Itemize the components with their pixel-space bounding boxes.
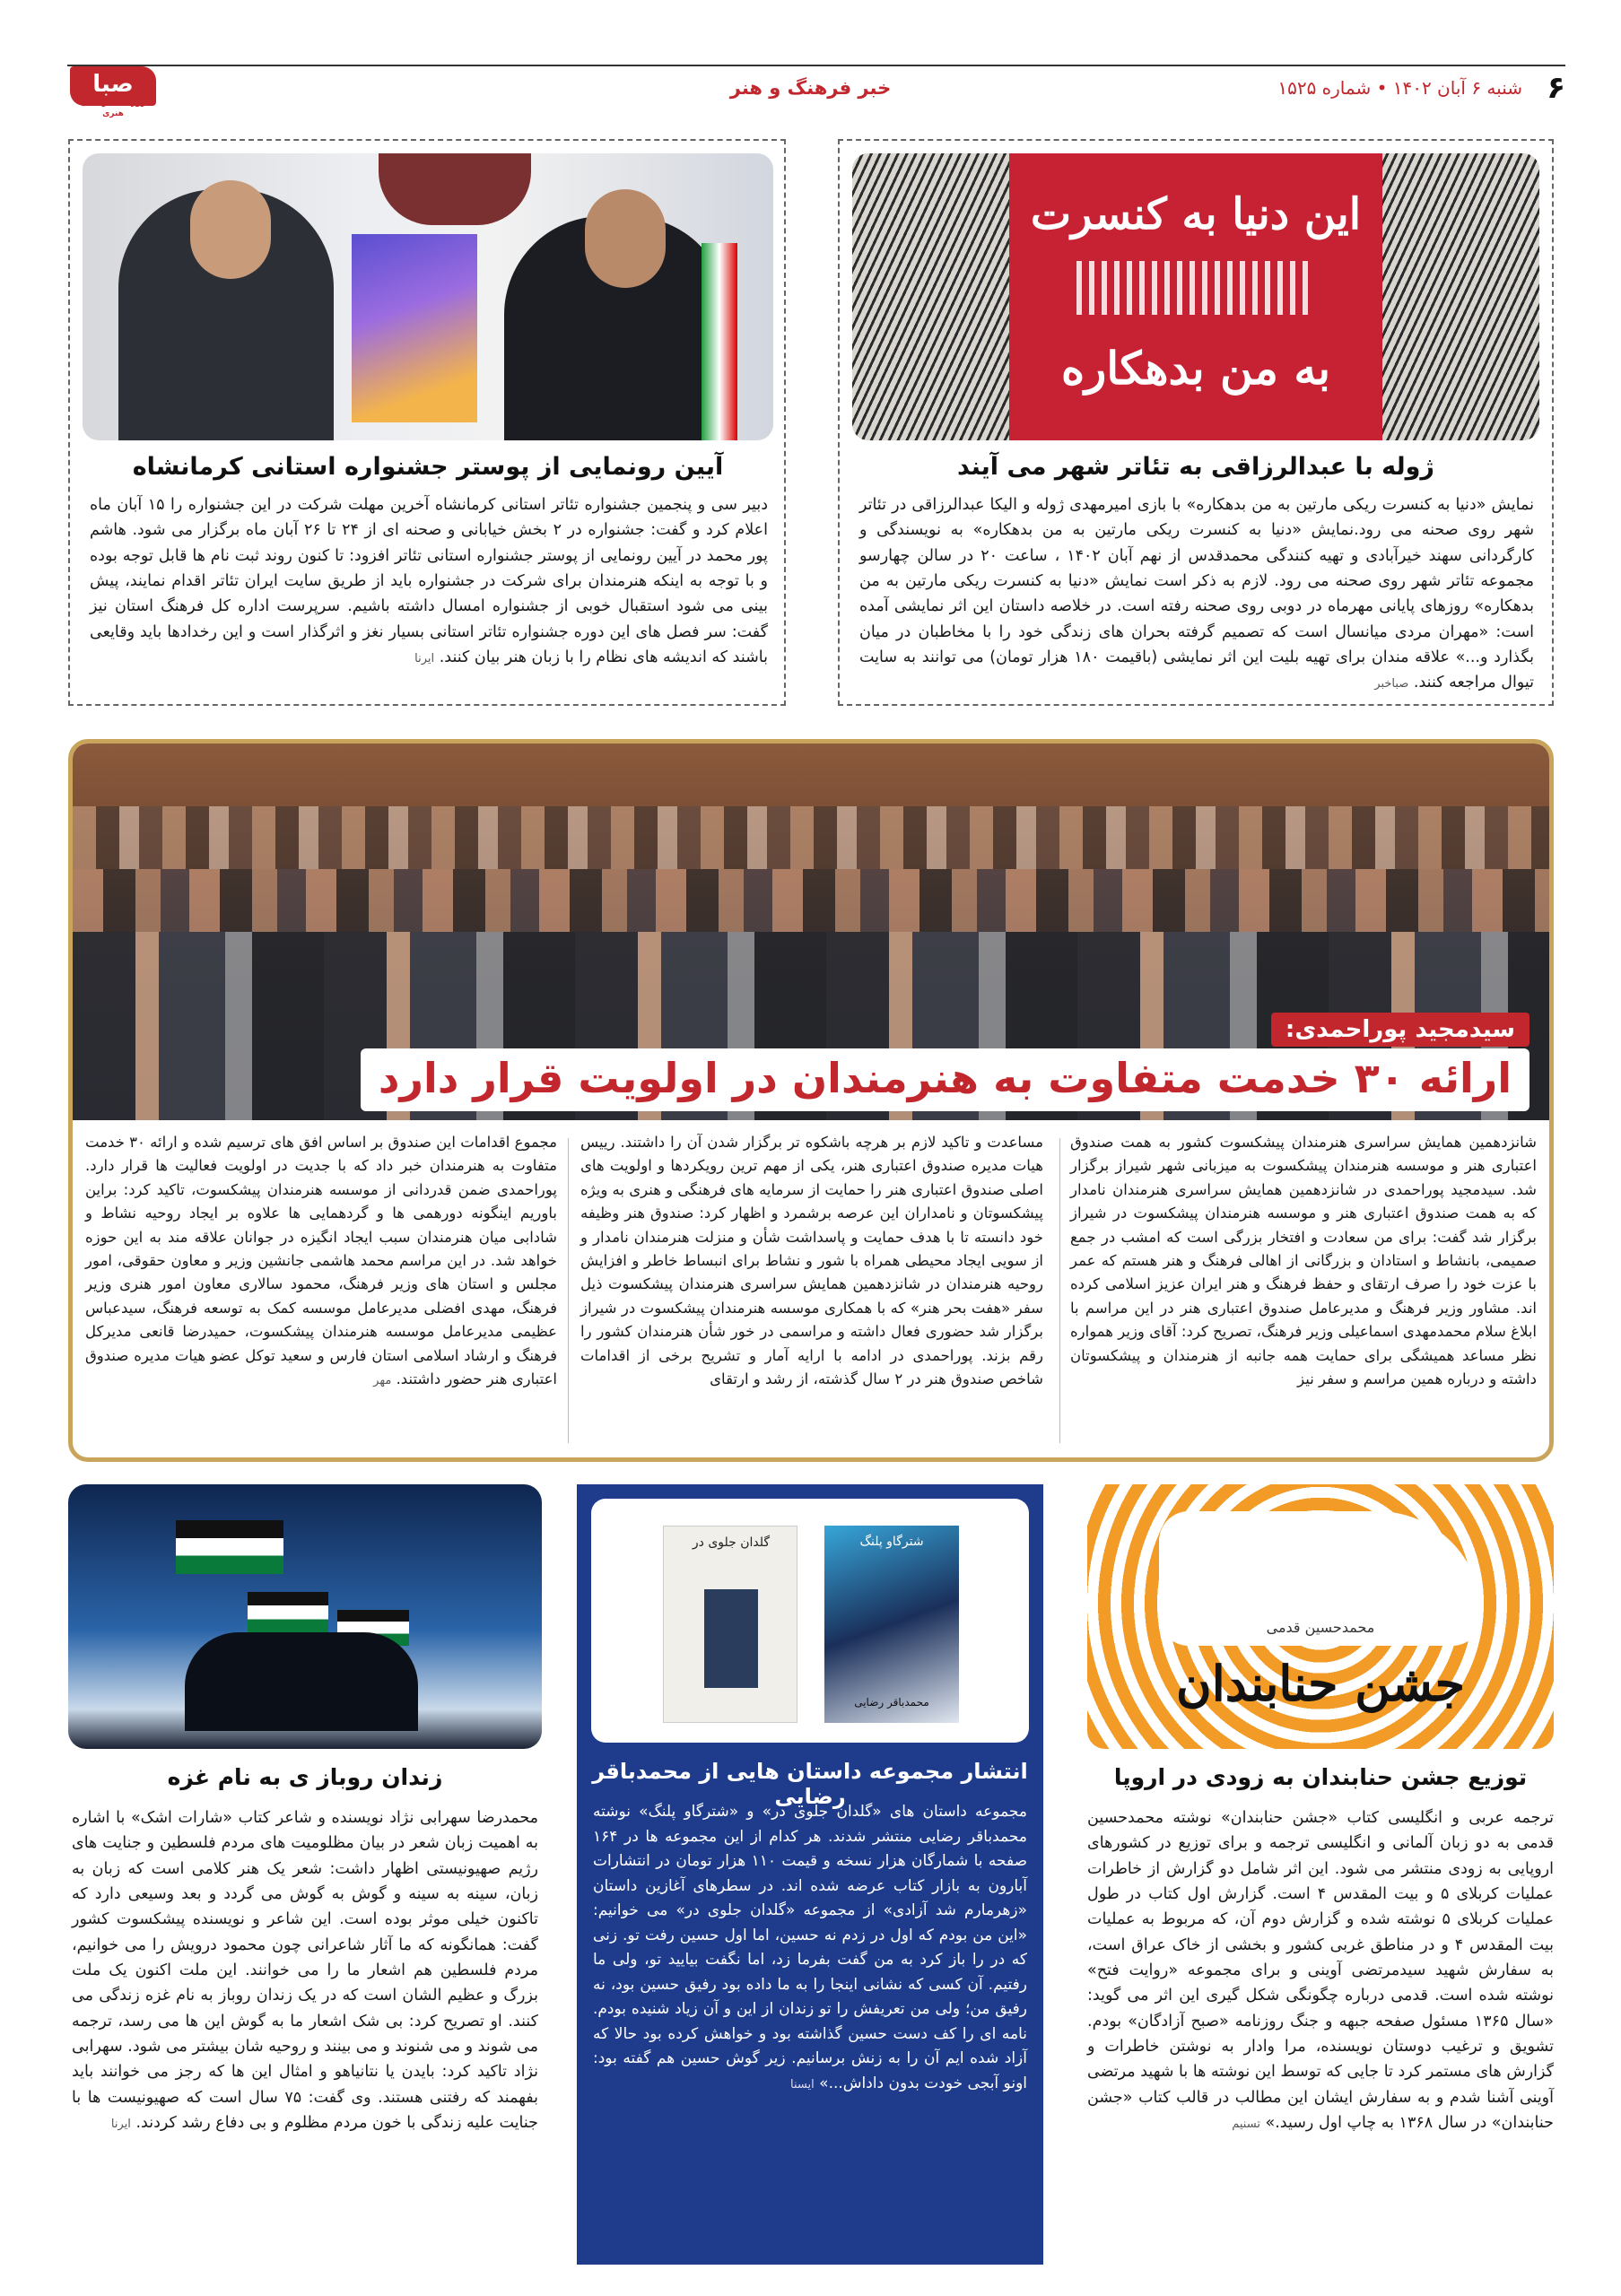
crowd-row-back: [73, 806, 1549, 869]
source-credit: ایسنا: [790, 2077, 815, 2092]
issue-date: شنبه ۶ آبان ۱۴۰۲ • شماره ۱۵۲۵: [1277, 77, 1522, 99]
person-right-head: [585, 189, 666, 288]
ceremony-crowd-photo[interactable]: [73, 744, 1549, 1120]
feature-headline: ارائه ۳۰ خدمت متفاوت به هنرمندان در اولویت قرار دارد: [361, 1048, 1529, 1111]
story-jashn-body: ترجمه عربی و انگلیسی کتاب «جشن حنابندان» نوشته محمدحسین قدمی به دو زبان آلمانی و انگلیسی ترجمه و برای توزیع در کشورهای اروپایی به زودی منتشر می شود. این اثر شامل دو گزارش از خاطرات عملیات کربلای ۵ و بیت المقدس ۴ است. گزارش اول کتاب در طول عملیات کربلای ۵ نوشته شده و گزارش دوم آن، که مربوط به عملیات بیت المقدس ۴ و در مناطق غربی کشور و بخشی از خاک عراق است، به سفارش شهید سیدمرتضی آوینی و برای مجموعه «روایت فتح» نوشته شده است. قدمی درباره چگونگی شکل گیری این اثر می گوید: «سال ۱۳۶۵ مسئول صفحه جبهه و جنگ روزنامه «صبح آزادگان» بودم. تشویق و ترغیب دوستان نویسنده، مرا وادار به نوشتن خاطرات و گزارش های مستمر کرد تا جایی که توسط این نوشته ها با شهید مرتضی آوینی آشنا شدم و به سفارش ایشان این مطالب در قالب کتاب «جشن حنابندان» در سال ۱۳۶۸ به چاپ اول رسید.» تسنیم: [1087, 1809, 1555, 2133]
story-gaza: [68, 1484, 542, 2265]
story-kermanshah: [68, 139, 786, 706]
source-credit: صباخبر: [1374, 677, 1409, 691]
door-shape: [704, 1589, 758, 1688]
story-kermanshah-body: دبیر سی و پنجمین جشنواره تئاتر استانی کرمانشاه آخرین مهلت شرکت در این جشنواره را ۱۵ آبان ماه اعلام کرد و گفت: جشنواره در ۲ بخش خیابانی و صحنه ای از ۲۴ تا ۲۶ آبان ماه برگزار می شود. هاشم پور محمد در آیین رونمایی از پوستر جشنواره استانی تئاتر افزود: تا کنون روند ثبت نام ها قابل توجه بوده و با توجه به اینکه هنرمندان برای شرکت در جشنواره باید از طریق سایت ایران تئاتر اقدام نمایند، پیش بینی می شود استقبال خوبی از جشنواره امسال داشته باشیم. سرپرست اداره کل فرهنگ استان نیز گفت: سر فصل های این دوره جشنواره تئاتر استانی بسیار نغز و اثرگذار است و این رخدادها باید وقایعی باشند که اندیشه های نظام را با زبان هنر بیان کنند. ایرنا: [90, 496, 769, 667]
book-author: محمدباقر رضایی: [854, 1696, 929, 1709]
book1-title: گلدان جلوی در: [692, 1535, 771, 1550]
section-title: خبر فرهنگ و هنر: [729, 77, 892, 99]
flag: [702, 243, 737, 440]
page-number: ۶: [1547, 70, 1565, 106]
logo-tagline: روزنامه فرهنگی هنری: [80, 99, 146, 118]
story-rezaei-body: مجموعه داستان های «گلدان جلوی در» و «شترگاو پلنگ» نوشته محمدباقر رضایی منتشر شدند. هر کدام از این مجموعه ها در ۱۶۴ صفحه با شمارگان هزار نسخه و قیمت ۱۱۰ هزار تومان در انتشارات آبارون به بازار کتاب عرضه شده اند. در سطرهای آغازین داستان «زهرمارم شد آزادی» از مجموعه «گلدان جلوی در» می خوانیم: «این من بودم که اول در زدم نه حسین، اما اول حسین رفت تو. زنی که در را باز کرد به من گفت بفرما زد، اما نگفت بیایید تو، ولی ما رفتیم. آن کسی که نشانی اینجا را به ما داده بود رفیق حسین بود، نه رفیق من؛ ولی من تعریفش را تو زندان از این و آن زیاد شنیده بودم. نامه ای را کف دست حسین گذاشته بود و خواهش کرده بود حالا که آزاد شده ایم آن را به زنش برسانیم. زیر گوش حسین هم گفته بود: اونو آبجی خودت بدون داداش...» ایسنا: [593, 1803, 1028, 2092]
story-zhule-body: نمایش «دنیا به کنسرت ریکی مارتین به من بدهکاره» با بازی امیرمهدی ژوله و الیکا عبدالرزاقی در تئاتر شهر روی صحنه می رود.نمایش «دنیا به کنسرت ریکی مارتین به من بدهکاره» به نویسندگی و کارگردانی سهند خیرآبادی و تهیه کنندگی محمدقدس از نهم آبان ۱۴۰۲ ، ساعت ۲۰ در سالن چهارسو مجموعه تئاتر شهر روی صحنه می رود. لازم به ذکر است نمایش «دنیا به کنسرت ریکی مارتین به من بدهکاره» روزهای پایانی مهرماه در دوبی روی صحنه رفته است. در خلاصه داستان این اثر نمایشی آمده است: «مهران مردی میانسال است که تصمیم گرفته بحران های زندگی خود را با مخاطبان در میان بگذارد و...» علاقه مندان برای تهیه بلیت این اثر نمایشی (باقیمت ۱۸۰ هزار تومان) می توانند به سایت تیوال مراجعه کنند. صباخبر: [859, 496, 1535, 692]
person-left-head: [190, 180, 271, 279]
source-credit: تسنیم: [1232, 2118, 1260, 2132]
poster-unveiling-photo[interactable]: [83, 153, 773, 440]
feature-column-2: مساعدت و تاکید لازم بر هرچه باشکوه تر برگزار شدن آن را داشتند. رییس هیات مدیره صندوق اعتباری هنر، یکی از مهم ترین رویکردها و اولویت های اصلی صندوق اعتباری هنر را حمایت از سرمایه های فرهنگی و هنری به ویژه پیشکسوتان و نامداران این عرصه برشمرد و اظهار کرد: صندوق هنر وظیفه خود دانسته تا با هدف حمایت و پاسداشت شأن و منزلت هنرمندان نامدار و از سویی ایجاد محیطی همراه با شور و نشاط برای انبساط خاطر و افزایش روحیه هنرمندان در شانزدهمین همایش سراسری هنرمندان پیشکسوت ذیل سفر «هفت بحر هنر» که با همکاری موسسه هنرمندان پیشکسوت در شیراز برگزار شد حضوری فعال داشته و مراسمی در خور شأن هنرمندان کشور را رقم بزند. پوراحمدی در ادامه با ارایه آمار و تشریح برخی از اقدامات شاخص صندوق هنر در ۲ سال گذشته، از رشد و ارتقای: [580, 1134, 1043, 1387]
book2-title: شترگاو پلنگ: [859, 1535, 924, 1549]
book-cover-shotor: [824, 1526, 959, 1723]
silhouettes: [185, 1632, 418, 1731]
story-gaza-body: محمدرضا سهرابی نژاد نویسنده و شاعر کتاب «شارات اشک» با اشاره به اهمیت زبان شعر در بیان مظلومیت های مردم فلسطین و جنایت های رژیم صهیونیستی اظهار داشت: شعر یک هنر کلامی است که زبان به زبان، سینه به سینه و گوش به گوش می گردد و بعد وسیعی دارد که تاکنون خیلی موثر بوده است. این شاعر و نویسنده پیشکسوت کشور گفت: همانگونه که ما آثار شاعرانی چون محمود درویش را می خوانیم، مردم فلسطین هم اشعار ما را می خوانند. این ملت اکنون یک ملت بزرگ و عظیم الشان است که در یک زندان روباز به نام غزه زندگی می کنند. او تصریح کرد: بی شک اشعار ما به گوش این ها می رسد، ترجمه می شوند و می شنوند و می بینند و روحیه شان بیشتر می شود. سهرابی نژاد تاکید کرد: بایدن یا نتانیاهو و امثال این ها که رجز می خوانند باید بفهمند که رفتنی هستند. وی گفت: ۷۵ سال است که صهیونیست ها با جنایت علیه زندگی با خون مردم مظلوم و بی دفاع رشد کردند. ایرنا: [72, 1809, 538, 2133]
column-divider: [1059, 1138, 1060, 1443]
story-jashn: [1087, 1484, 1554, 2265]
cover-author: محمدحسین قدمی: [1266, 1619, 1375, 1636]
festival-poster: [352, 234, 477, 422]
feature-story: [68, 739, 1554, 1462]
poster-cloth: [379, 153, 531, 225]
protest-flags-photo[interactable]: [68, 1484, 542, 1749]
logo-text: صبا: [92, 71, 134, 98]
story-gaza-title: زندان روباز ی به نام غزه: [167, 1764, 443, 1790]
story-zhule: [838, 139, 1554, 706]
crowd-row-mid: [73, 869, 1549, 932]
poster-scribble: [1076, 261, 1315, 315]
source-credit: ایرنا: [414, 652, 435, 666]
theater-poster-image[interactable]: [852, 153, 1539, 440]
story-zhule-title: ژوله با عبدالرزاقی به تئاتر شهر می آیند: [957, 453, 1434, 481]
poster-title-line1: این دنیا به کنسرت: [1030, 189, 1362, 239]
cover-title: جشن حنابندان: [1176, 1655, 1465, 1712]
story-rezaei-title: انتشار مجموعه داستان هایی از محمدباقر رضایی: [592, 1759, 1028, 1809]
feature-column-1: شانزدهمین همایش سراسری هنرمندان پیشکسوت کشور به همت صندوق اعتباری هنر و موسسه هنرمندان پیشکسوت به میزبانی شهر شیراز برگزار شد. سیدمجید پوراحمدی در شانزدهمین همایش سراسری هنرمندان نامدار که به همت صندوق اعتباری هنر و موسسه هنرمندان پیشکسوت در شیراز برگزار شد گفت: برای من سعادت و افتخار بزرگی است که امشب در جمع صمیمی، بانشاط و استادان و بزرگانی از اهالی فرهنگ و هنر هستم که عمر با عزت خود را صرف ارتقای و حفظ فرهنگ و هنر ایران عزیز اسلامی کرده اند. مشاور وزیر فرهنگ و مدیرعامل صندوق اعتباری هنر در این مراسم با ابلاغ سلام محمدمهدی اسماعیلی وزیر فرهنگ، تصریح کرد: آقای وزیر همواره نظر مساعد همیشگی برای حمایت همه جانبه از هنرمندان و پیشکسوتان داشته و درباره همین مراسم و سفر نیز: [1070, 1134, 1537, 1387]
story-kermanshah-title: آیین رونمایی از پوستر جشنواره استانی کرمانشاه: [132, 453, 724, 481]
book-cover-jashn[interactable]: [1087, 1484, 1554, 1749]
flag-2: [248, 1592, 328, 1633]
header-rule: [67, 65, 1565, 66]
flag-1: [176, 1520, 283, 1574]
newspaper-logo[interactable]: [70, 66, 156, 118]
story-jashn-title: توزیع جشن حنابندان به زودی در اروپا: [1113, 1764, 1528, 1790]
story-rezaei: [577, 1484, 1043, 2265]
book-cover-goldan: [663, 1526, 797, 1723]
book-covers-image[interactable]: [591, 1499, 1029, 1743]
column-divider: [568, 1138, 569, 1443]
poster-title-line2: به من بدهکاره: [1060, 342, 1331, 395]
feature-column-3: مجموع اقدامات این صندوق بر اساس افق های ترسیم شده و ارائه ۳۰ خدمت متفاوت به هنرمندان خبر داد که با جدیت در اولویت فعالیت ها قرار دارد. پوراحمدی ضمن قدردانی از موسسه هنرمندان پیشکسوت، تاکید کرد: براین باوریم اینگونه دورهمی ها و گردهمایی ها علاوه بر ایجاد روحیه نشاط و شادابی میان هنرمندان سبب ایجاد انگیزه در جوانان علاقه مند به این حوزه خواهد شد. در این مراسم محمد هاشمی جانشین وزیر و معاون حقوقی، امور مجلس و استان های وزیر فرهنگ، محمود سالاری معاون امور هنری وزیر فرهنگ، مهدی افضلی مدیرعامل موسسه کمک به توسعه فرهنگ، سیدعباس عظیمی مدیرعامل موسسه هنرمندان پیشکسوت، حمیدرضا قانعی مدیرکل فرهنگ و ارشاد اسلامی استان فارس و سعید توکل عضو هیات مدیره صندوق اعتباری هنر حضور داشتند. مهر: [85, 1134, 557, 1387]
source-credit: ایرنا: [110, 2118, 131, 2132]
source-credit: مهر: [373, 1373, 392, 1387]
feature-kicker: سیدمجید پوراحمدی:: [1271, 1013, 1529, 1047]
